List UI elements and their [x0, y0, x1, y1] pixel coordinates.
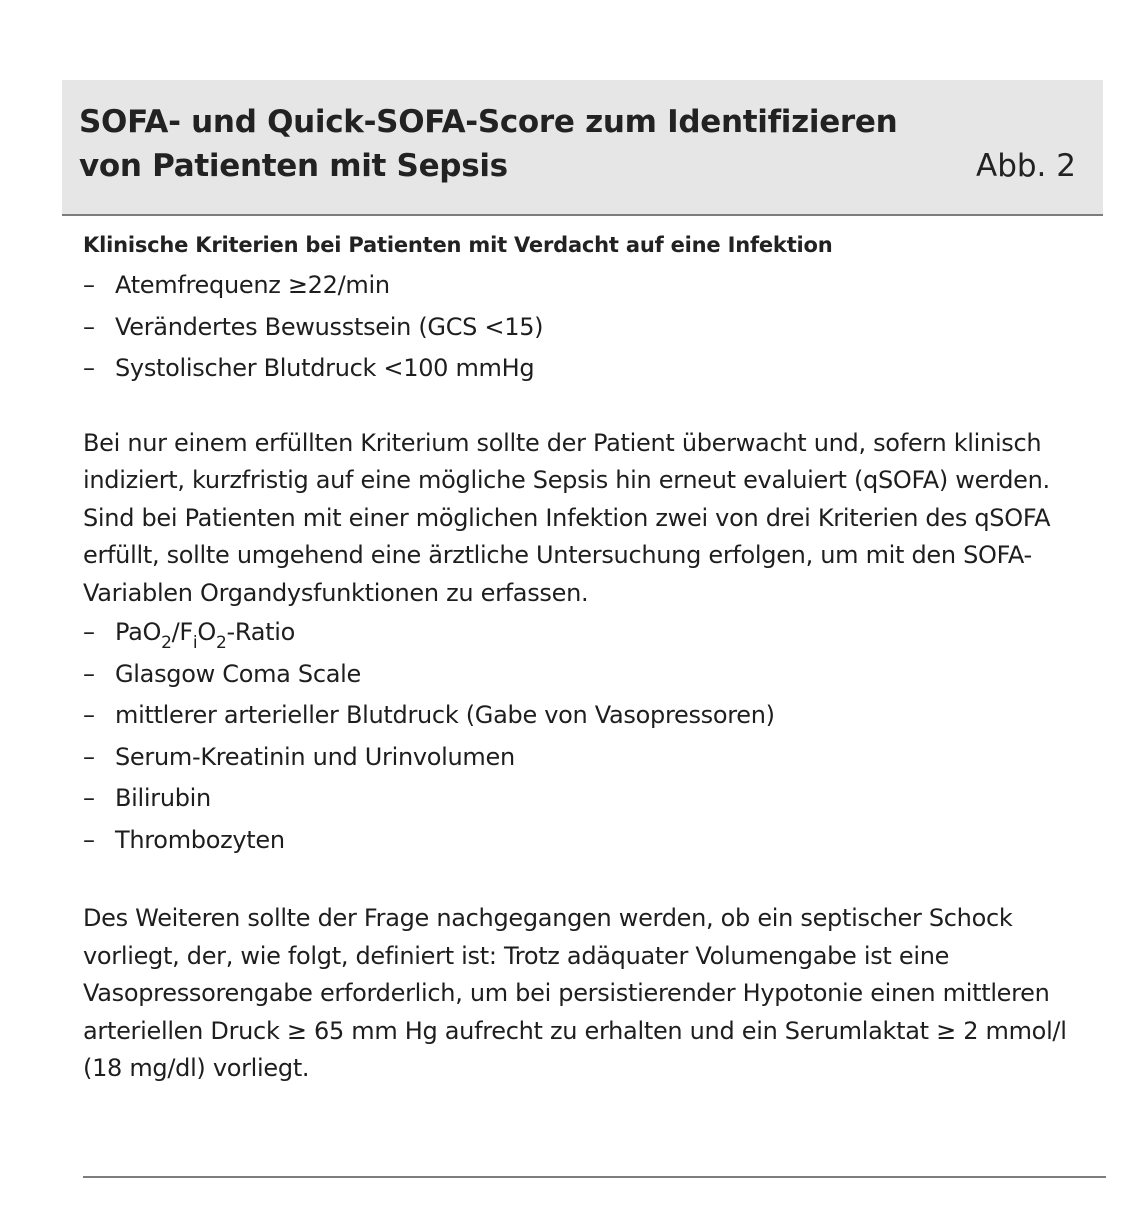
list-item: [83, 820, 1103, 862]
bottom-divider: [83, 1176, 1106, 1178]
list-item-text: Systolischer Blutdruck <100 mmHg: [115, 354, 535, 382]
list-item: [83, 612, 1103, 654]
dash-bullet: –: [83, 742, 95, 771]
clinical-criteria-heading: Klinische Kriterien bei Patienten mit Verdacht auf eine Infektion: [83, 233, 833, 257]
list-item: [83, 348, 1103, 390]
qsofa-paragraph: Bei nur einem erfüllten Kriterium sollte der Patient überwacht und, sofern klinisch indiziert, kurzfristig auf eine mögliche Sepsis hin erneut evaluiert (qSOFA) werden. Sind bei Patienten mit einer möglichen Infektion zwei von drei Kriterien des qSOFA erfüllt, sollte umgehend eine ärztliche Untersuchung erfolgen, um mit den SOFA-Variablen Organdysfunktionen zu erfassen.: [83, 428, 1051, 607]
list-item-text: Thrombozyten: [115, 825, 285, 854]
clinical-criteria-list: [83, 265, 1103, 390]
list-item: [83, 265, 1103, 307]
list-item-text: Glasgow Coma Scale: [115, 659, 361, 688]
dash-bullet: –: [83, 784, 95, 812]
figure-label: Abb. 2: [976, 148, 1076, 184]
septic-shock-paragraph: Des Weiteren sollte der Frage nachgegangen werden, ob ein septischer Schock vorliegt, der, wie folgt, definiert ist: Trotz adäquater Volumengabe ist eine Vasopressorengabe erforderlich, um bei persistierender Hypotonie einen mittleren arteriellen Druck ≥ 65 mm Hg aufrecht zu erhalten und ein Serumlaktat ≥ 2 mmol/l (18 mg/dl) vorliegt.: [83, 904, 1067, 1082]
list-item: [83, 778, 1103, 820]
list-item-text: Atemfrequenz ≥22/min: [115, 271, 390, 299]
list-item: [83, 737, 1103, 779]
list-item-text: mittlerer arterieller Blutdruck (Gabe von Vasopressoren): [115, 701, 775, 729]
pao2-fio2-ratio-text: $PaO_2/F_iO_2$-Ratio: [115, 618, 295, 653]
list-item-text: Serum-Kreatinin und Urinvolumen: [115, 742, 515, 771]
list-item: [83, 307, 1103, 349]
title-line-2: von Patienten mit Sepsis: [79, 148, 508, 184]
list-item-text: Verändertes Bewusstsein (GCS <15): [115, 312, 544, 341]
dash-bullet: –: [83, 618, 95, 646]
list-item: [83, 695, 1103, 737]
list-item-text: Bilirubin: [115, 784, 211, 812]
figure-body: [83, 225, 1103, 1088]
dash-bullet: –: [83, 354, 95, 382]
dash-bullet: –: [83, 312, 95, 341]
figure-title: [79, 100, 939, 188]
dash-bullet: –: [83, 825, 95, 854]
dash-bullet: –: [83, 271, 95, 299]
sofa-variables-list: [83, 612, 1103, 861]
dash-bullet: –: [83, 701, 95, 729]
dash-bullet: –: [83, 659, 95, 688]
list-item: [83, 654, 1103, 696]
figure-header: [62, 80, 1103, 216]
title-line-1: SOFA- und Quick-SOFA-Score zum Identifizieren: [79, 104, 898, 140]
